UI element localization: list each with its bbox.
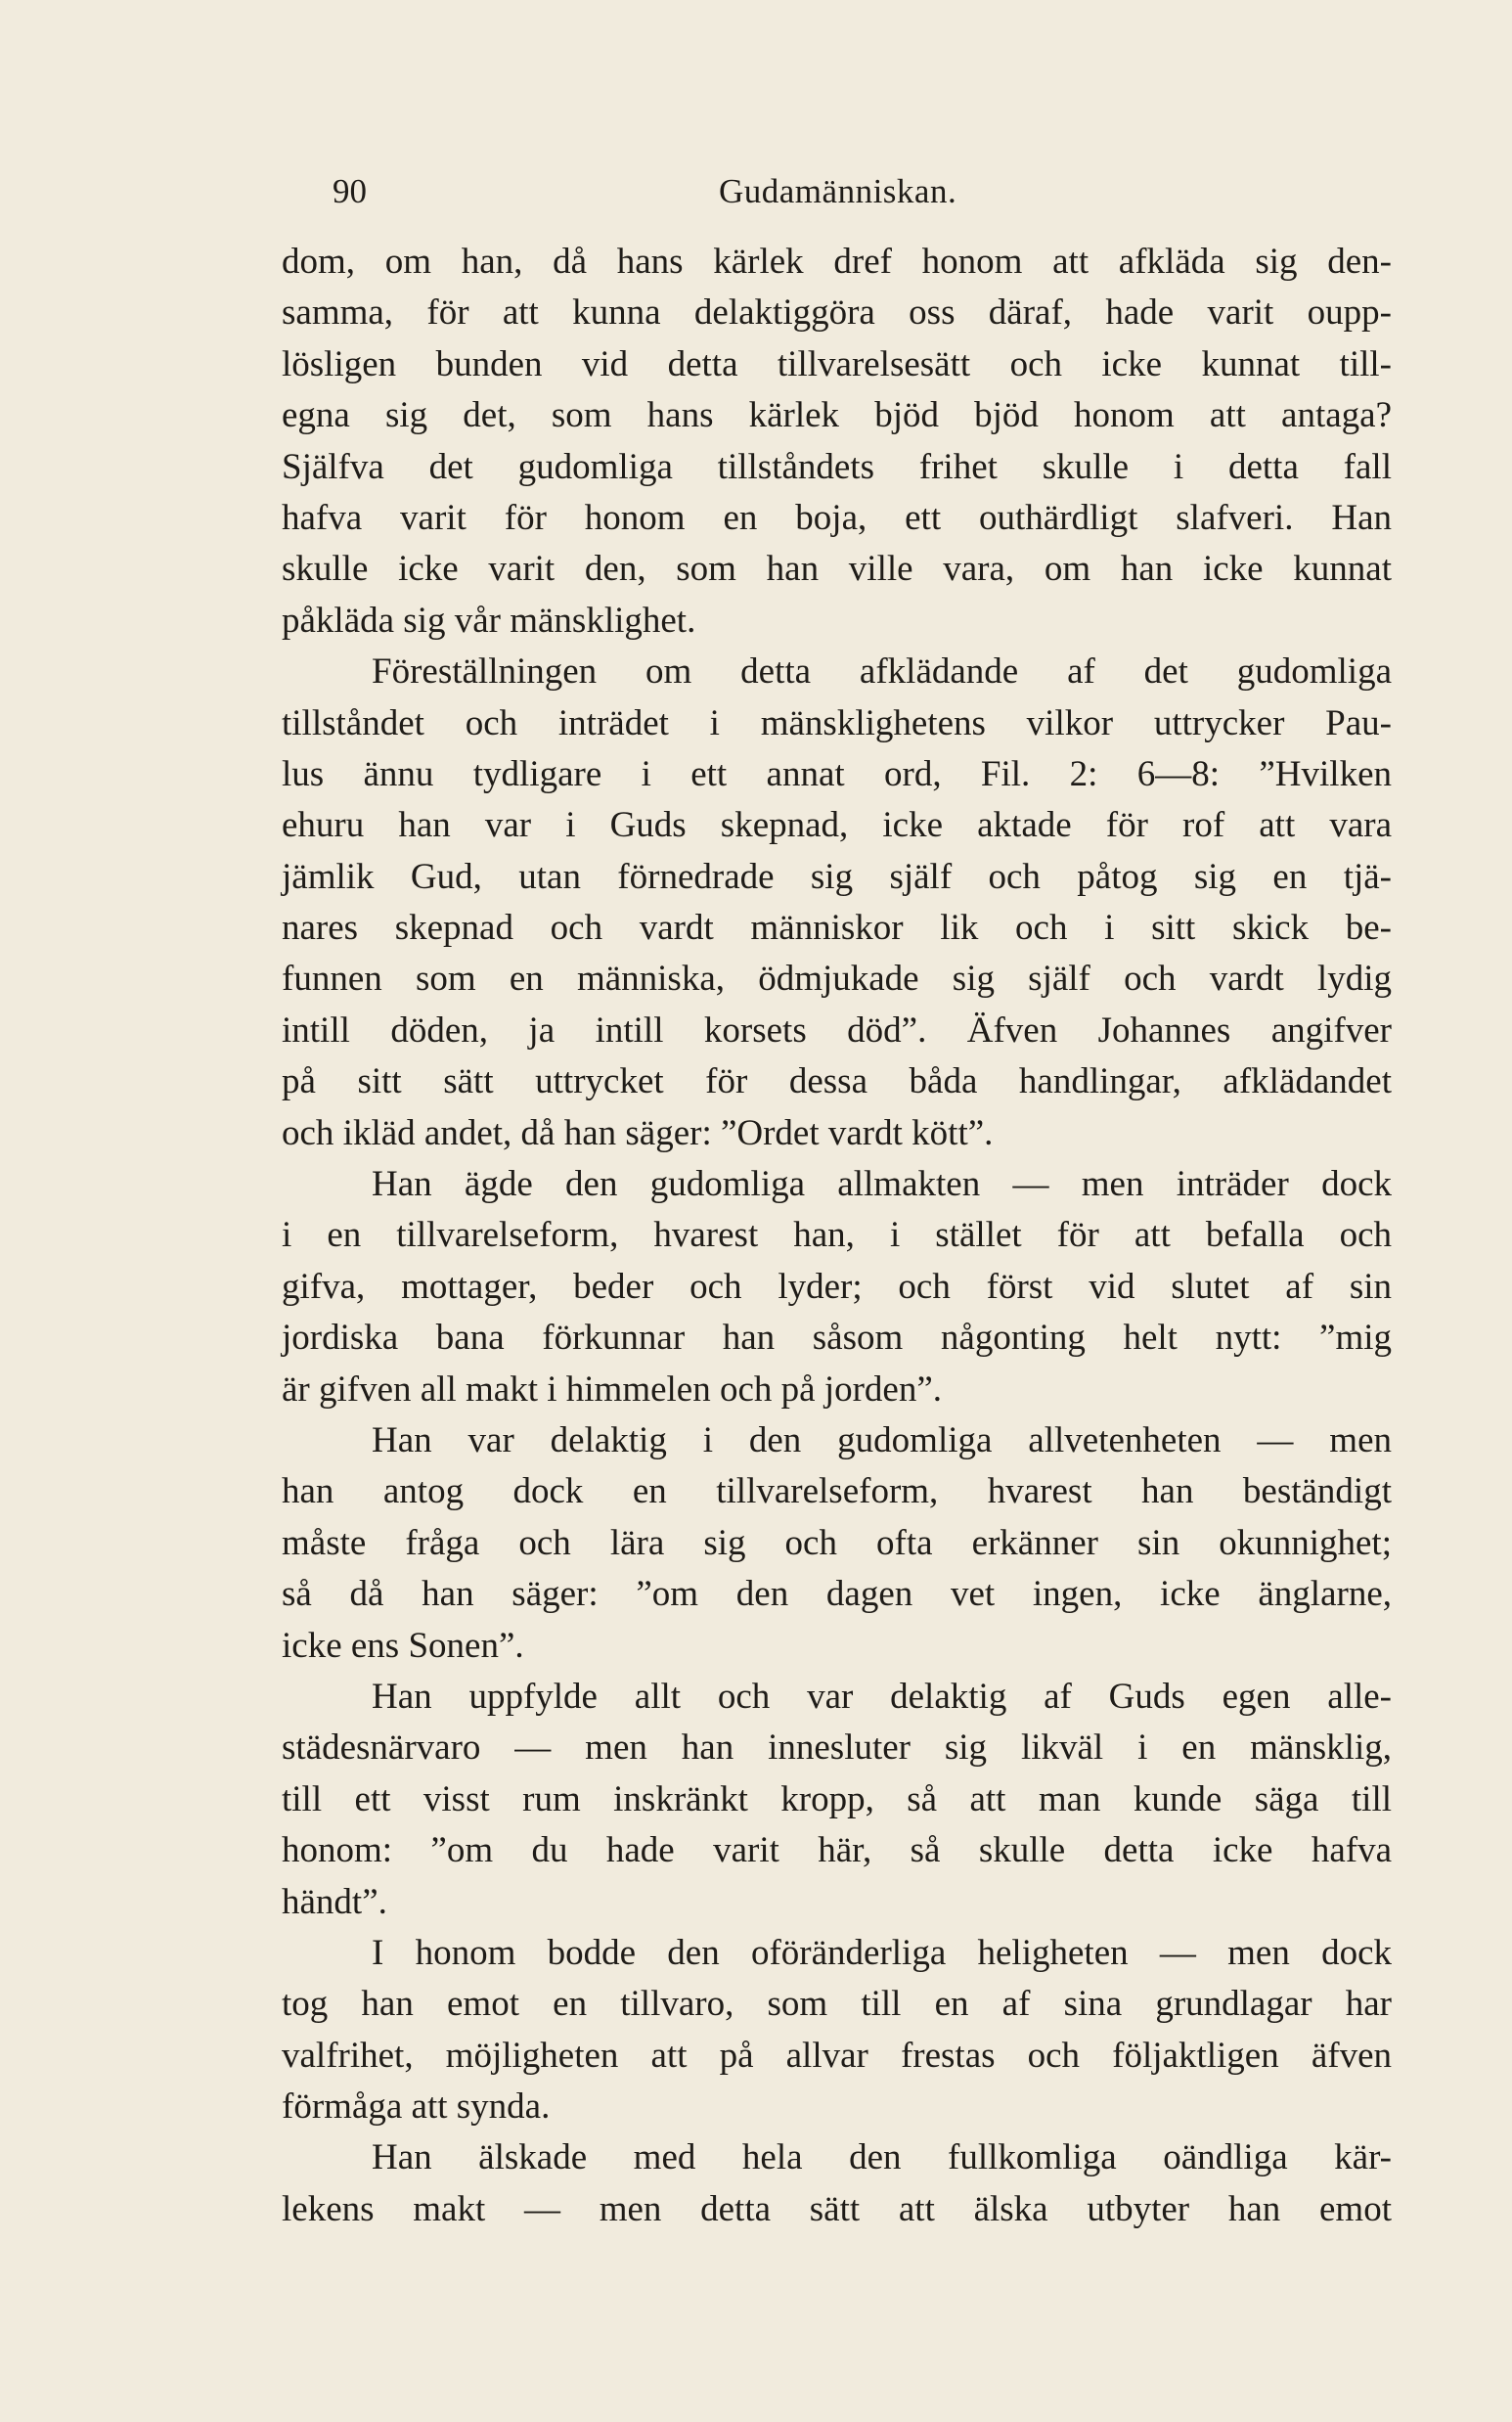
text-line: på sitt sätt uttrycket för dessa båda handlingar, afklädandet [282,1061,1392,1102]
text-line: tillståndet och inträdet i mänsklighetens vilkor uttrycker Pau- [282,702,1392,743]
text-line: lus ännu tydligare i ett annat ord, Fil. 2: 6—8: ”Hvilken [282,753,1392,794]
text-line: påkläda sig vår mänsklighet. [282,600,696,641]
text-line: så då han säger: ”om den dagen vet ingen, icke änglarne, [282,1574,1392,1615]
running-title: Gudamänniskan. [719,172,957,210]
text-line: gifva, mottager, beder och lyder; och först vid slutet af sin [282,1266,1392,1307]
text-line: han antog dock en tillvarelseform, hvarest han beständigt [282,1471,1392,1512]
text-line: valfrihet, möjligheten att på allvar frestas och följaktligen äfven [282,2035,1392,2076]
text-line: honom: ”om du hade varit här, så skulle detta icke hafva [282,1830,1392,1871]
text-line: egna sig det, som hans kärlek bjöd bjöd honom att antaga? [282,395,1392,436]
text-line: icke ens Sonen”. [282,1625,524,1666]
text-line: lekens makt — men detta sätt att älska utbyter han emot [282,2188,1392,2229]
text-line: måste fråga och lära sig och ofta erkänner sin okunnighet; [282,1522,1392,1563]
text-line: och ikläd andet, då han säger: ”Ordet vardt kött”. [282,1112,994,1153]
text-line: Han ägde den gudomliga allmakten — men inträder dock [372,1164,1392,1205]
running-head [333,172,1389,221]
text-line: Föreställningen om detta afklädande af det gudomliga [372,651,1392,693]
text-line: Han älskade med hela den fullkomliga oändliga kär- [372,2137,1392,2178]
text-line: intill döden, ja intill korsets död”. Äfven Johannes angifver [282,1009,1392,1051]
text-line: ehuru han var i Guds skepnad, icke aktade för rof att vara [282,805,1392,846]
text-line: nares skepnad och vardt människor lik och i sitt skick be- [282,908,1392,949]
text-line: funnen som en människa, ödmjukade sig själf och vardt lydig [282,959,1392,1000]
text-line: jämlik Gud, utan förnedrade sig själf och påtog sig en tjä- [282,856,1392,897]
text-line: hafva varit för honom en boja, ett outhärdligt slafveri. Han [282,497,1392,538]
text-line: samma, för att kunna delaktiggöra oss däraf, hade varit oupp- [282,292,1392,334]
text-line: till ett visst rum inskränkt kropp, så att man kunde säga till [282,1778,1392,1819]
text-line: tog han emot en tillvaro, som till en af sina grundlagar har [282,1984,1392,2025]
text-line: lösligen bunden vid detta tillvarelsesätt och icke kunnat till- [282,343,1392,384]
text-line: skulle icke varit den, som han ville vara, om han icke kunnat [282,549,1392,590]
text-line: Han var delaktig i den gudomliga allvetenheten — men [372,1419,1392,1460]
text-line: Han uppfylde allt och var delaktig af Guds egen alle- [372,1676,1392,1717]
page-number: 90 [333,172,367,210]
text-line: I honom bodde den oföränderliga heligheten — men dock [372,1932,1392,1973]
text-line: Själfva det gudomliga tillståndets frihet skulle i detta fall [282,446,1392,487]
text-line: är gifven all makt i himmelen och på jorden”. [282,1368,943,1410]
text-line: i en tillvarelseform, hvarest han, i stället för att befalla och [282,1215,1392,1256]
text-line: händt”. [282,1881,387,1922]
text-line: städesnärvaro — men han innesluter sig likväl i en mänsklig, [282,1727,1392,1769]
text-line: dom, om han, då hans kärlek dref honom att afkläda sig den- [282,242,1392,282]
text-line: förmåga att synda. [282,2086,551,2128]
text-line: jordiska bana förkunnar han såsom någonting helt nytt: ”mig [282,1318,1392,1359]
body-text [282,237,1392,2235]
